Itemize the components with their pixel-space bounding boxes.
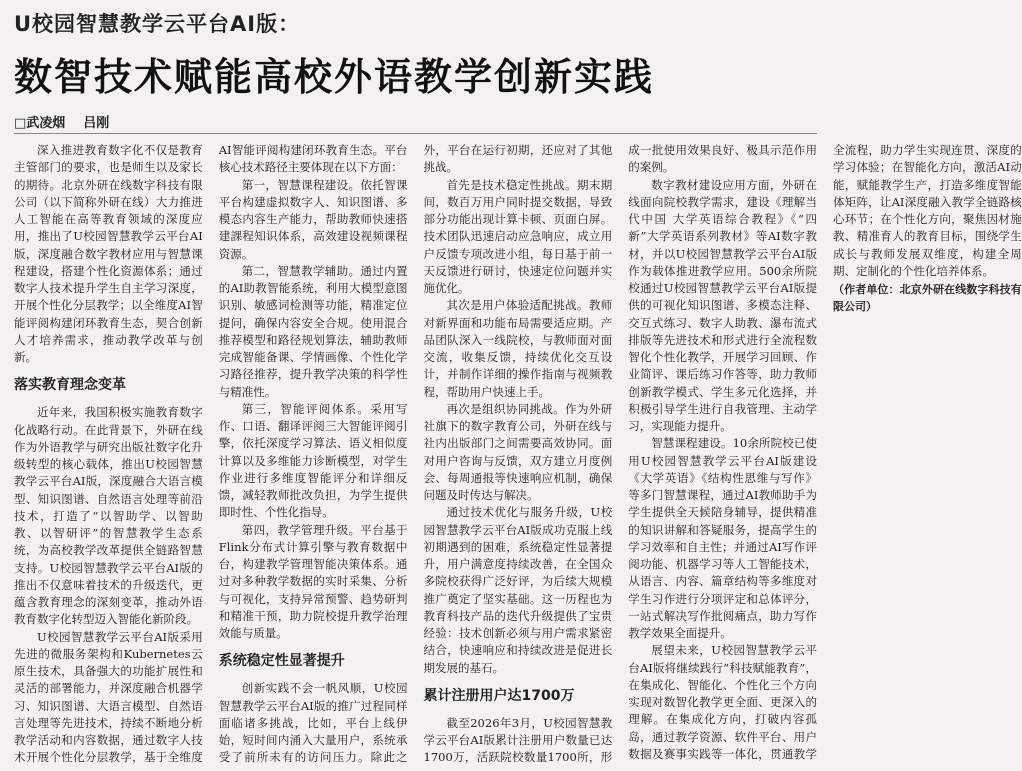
paragraph: 截至2026年3月，U校园智慧教学云平台AI版累计注册用户数量已达1700万，活跃院校数量1700所，形成一批使用效果良好、极具示范作用的案例。 — [423, 143, 817, 765]
paragraph: 智慧课程建设。10余所院校已使用U校园智慧教学云平台AI版建设《大学英语》《结构性思维与写作》等多门智慧课程，通过AI教师助手为学生提供全天候陪身辅导，提供精准的知识讲解和答疑服务，提高学生的学习效率和自主性；并通过AI写作评阅功能、机器学习等人工智能技术，从语言、内容、篇章结构等多维度对学生习作进行分项评定和总体评分，一站式解决写作批阅痛点，助力写作教学效果全面提升。 — [628, 436, 817, 640]
article-headline: 数智技术赋能高校外语教学创新实践 — [14, 55, 655, 99]
paragraph: 数字教材建设应用方面，外研在线面向院校教学需求，建设《理解当代中国 大学英语综合教程》《“四新”大学英语系列教材》等AI数字教材，并以U校园智慧教学云平台AI版作为载体推进教学应用。500余所院校通过U校园智慧教学云平台AI版提供的可视化知识图谱、多模态注释、交互式练习、数字人助教、瀑布流式排版等先进技术和形式进行全流程数智化个性化教学，开展学习回顾、作业简评、课后练习作答等，助力教师创新教学模式、学生多元化选择，并积极引导学生进行自我管理、主动学习，实现能力提升。 — [628, 177, 817, 433]
section-heading: 累计注册用户达1700万 — [423, 687, 575, 704]
article-kicker: U校园智慧教学云平台AI版： — [14, 12, 301, 36]
paragraph: 展望未来，U校园智慧教学云平台AI版将继续践行“科技赋能教育”，在集成化、智能化、个性化三个方向实现对数智化教学更全面、更深入的理解。在集成化方向，打破内容孤岛，通过教学资源、软件平台、用户数据及赛事实践等一体化，贯通教学全流程，助力学生实现连贯、深度的学习体验；在智能化方向，激活AI动能，赋能教学生产，打造多维度智能体矩阵，让AI深度融入教学全链路核心环节；在个性化方向，聚焦因材施教、精准育人的教育目标，围绕学生成长与教师发展双维度，构建全周期、定制化的个性化培养体系。 — [628, 143, 1022, 761]
divider — [14, 133, 817, 134]
paragraph: U校园智慧教学云平台AI版采用先进的微服务架构和Kubernetes云原生技术，具备强大的功能扩展性和灵活的部署能力，并深度融合机器学习、知识图谱、大语言模型、自然语言处理等先进技术，持续不断地分析教学活动和内容数据，通过数字人技术开展个性化分层教学，基于全维度AI智能评阅构建闭环教育生态。平台核心技术路径主要体现在以下方面： — [14, 143, 408, 765]
paragraph: 深入推进教育数字化不仅是教育主管部门的要求，也是师生以及家长的期待。北京外研在线数字科技有限公司（以下简称外研在线）大力推进人工智能在高等教育领域的深度应用，推出了U校园智慧教学云平台AI版，深度融合数字教材应用与智慧课程建设，搭建个性化资源体系；通过数字人技术提升学生自主学习深度，开展个性化分层教学；以全维度AI智能评阅构建闭环教育生态，契合创新人才培养需求，推动教学改革与创新。 — [14, 143, 203, 364]
paragraph: 第二，智慧教学辅助。通过内置的AI助教智能系统，利用大模型意图识别、敏感词检测等功能，精准定位提问，确保内容安全合规。使用混合推荐模型和路径规划算法，辅助教师完成智能备课、学情画像、个性化学习路径推荐，提升教学决策的科学性与精准性。 — [218, 263, 408, 399]
author-name: 吕刚 — [83, 116, 110, 131]
byline — [14, 112, 127, 131]
author-affiliation: （作者单位：北京外研在线数字科技有限公司） — [833, 283, 1022, 313]
paragraph: 第三，智能评阅体系。采用写作、口语、翻译评阅三大智能评阅引擎，依托深度学习算法、语义相似度计算以及多维能力诊断模型，对学生作业进行多维度智能评分和详细反馈，减轻教师批改负担，为学生提供即时性、个性化指导。 — [218, 401, 408, 520]
paragraph: 第四，教学管理升级。平台基于Flink分布式计算引擎与教育数据中台，构建教学管理智能决策体系。通过对多种教学数据的实时采集、分析与可视化，支持异常预警、趋势研判和精准干预，助力院校提升教学治理效能与质量。 — [218, 522, 408, 640]
paragraph: 通过技术优化与服务升级，U校园智慧教学云平台AI版成功克服上线初期遇到的困难，系统稳定性显著提升，用户满意度持续改善，在全国众多院校获得广泛好评，为后续大规模推广奠定了坚实基础。这一历程也为教育科技产品的迭代升级提供了宝贵经验：技术创新必须与用户需求紧密结合，快速响应和持续改进是促进长期发展的基石。 — [423, 505, 613, 675]
section-heading: 落实教育理念变革 — [14, 377, 126, 394]
author-name: □武凌烟 — [14, 116, 66, 131]
section-heading: 系统稳定性显著提升 — [218, 653, 345, 670]
paragraph: 首先是技术稳定性挑战。期末期间，数百万用户同时提交数据，导致部分功能出现计算卡顿、页面白屏。技术团队迅速启动应急响应，成立用户反馈专项改进小组，每日基于前一天反馈进行研讨，快速定位问题并实施优化。 — [423, 177, 613, 295]
article-body — [14, 142, 1022, 767]
paragraph: 创新实践不会一帆风顺，U校园智慧教学云平台AI版的推广过程同样面临诸多挑战，比如，平台上线伊始，短时间内涌入大量用户，系统承受了前所未有的访问压力。除此之外，平台在运行初期，还应对了其他挑战。 — [218, 143, 613, 765]
paragraph: 第一，智慧课程建设。依托智课平台构建虚拟数字人、知识图谱、多模态内容生产能力，帮助教师快速搭建課程知识体系，高效建设视频课程资源。 — [218, 177, 408, 261]
paragraph: 近年来，我国积极实施教育数字化战略行动。在此背景下，外研在线作为外语教学与研究出版社数字化升级转型的核心载体，推出U校园智慧教学云平台AI版，深度融合大语言模型、知识图谱、自然语言处理等前沿技术，打造了“以智助学、以智助教、以智研评”的智慧教学生态系统，为高校教学改革提供全链路智慧支持。U校园智慧教学云平台AI版的推出不仅意味着技术的升级迭代，更蕴含教育理念的深刻变革，推动外语教育数字化转型迈入智能化新阶段。 — [14, 405, 203, 627]
paragraph: 其次是用户体验适配挑战。教师对新界面和功能布局需要适应期。产品团队深入一线院校，与教师面对面交流，收集反馈，持续优化交互设计，并制作详细的操作指南与视频教程，帮助用户快速上手。 — [423, 298, 613, 399]
paragraph: 再次是组织协同挑战。作为外研社旗下的数字教育公司，外研在线与社内出版部门之间需要高效协同。面对用户咨询与反馈，双方建立月度例会、每周通报等快速响应机制，确保问题及时传达与解决。 — [423, 401, 613, 502]
